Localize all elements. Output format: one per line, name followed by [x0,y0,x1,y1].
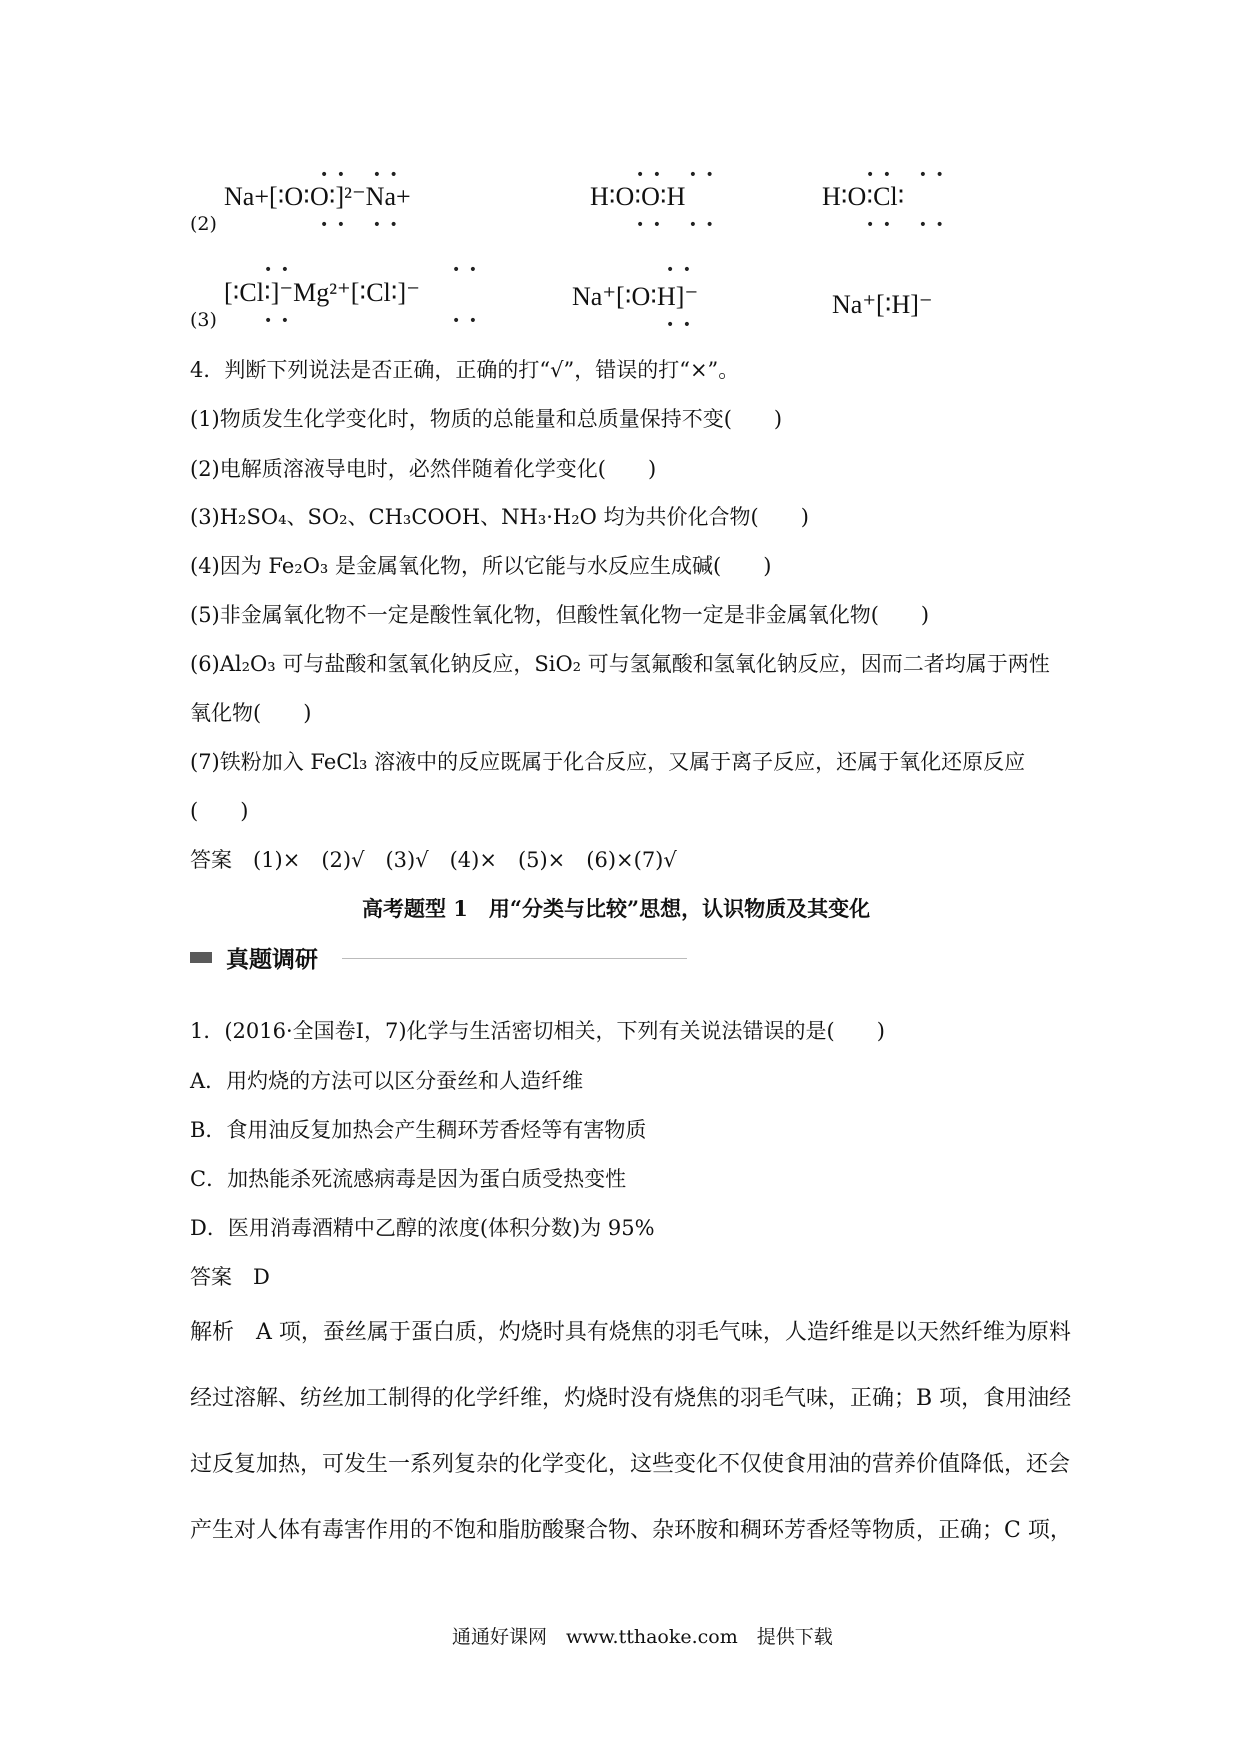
na2o2-text: Na+[∶O∶O∶]²⁻Na+ [224,182,411,211]
q4-item-7-cont: ( ) [190,799,249,823]
q1-analysis-line-4: 产生对人体有毒害作用的不饱和脂肪酸聚合物、杂环胺和稠环芳香烃等物质，正确；C 项， [190,1518,1072,1543]
q4-answer: 答案 (1)× (2)√ (3)√ (4)× (5)× (6)×(7)√ [190,848,677,872]
q1-option-a: A．用灼烧的方法可以区分蚕丝和人造纤维 [190,1069,584,1093]
q1-option-d: D．医用消毒酒精中乙醇的浓度(体积分数)为 95% [190,1216,655,1240]
hocl-text: H∶O∶Cl∶ [822,182,905,211]
q1-option-c: C．加热能杀死流感病毒是因为蛋白质受热变性 [190,1167,627,1191]
subsection-title: 真题调研 [226,946,318,973]
section-bar-icon [190,952,212,963]
q4-item-6: (6)Al₂O₃ 可与盐酸和氢氧化钠反应，SiO₂ 可与氢氟酸和氢氧化钠反应，因而二者均属于两性 [190,652,1050,676]
page-footer: 通通好课网 www.tthaoke.com 提供下载 [452,1626,833,1648]
nah-text: Na⁺[∶H]⁻ [832,290,933,319]
naoh-text: Na⁺[∶O∶H]⁻ [572,282,699,311]
q4-item-7: (7)铁粉加入 FeCl₃ 溶液中的反应既属于化合反应，又属于离子反应，还属于氧化还原反应 [190,750,1026,774]
mgcl2-text: [∶Cl∶]⁻Mg²⁺[∶Cl∶]⁻ [224,278,420,307]
q4-item-5: (5)非金属氧化物不一定是酸性氧化物，但酸性氧化物一定是非金属氧化物( ) [190,603,930,627]
q1-analysis-line-1: 解析 A 项，蚕丝属于蛋白质，灼烧时具有烧焦的羽毛气味，人造纤维是以天然纤维为原料 [190,1320,1071,1345]
q4-item-6-cont: 氧化物( ) [190,701,312,725]
q1-analysis-line-3: 过反复加热，可发生一系列复杂的化学变化，这些变化不仅使食用油的营养价值降低，还会 [190,1452,1071,1477]
q4-item-3: (3)H₂SO₄、SO₂、CH₃COOH、NH₃·H₂O 均为共价化合物( ) [190,505,809,529]
q1-prompt: 1．(2016·全国卷Ⅰ，7)化学与生活密切相关，下列有关说法错误的是( ) [190,1019,885,1043]
q4-item-2: (2)电解质溶液导电时，必然伴随着化学变化( ) [190,457,657,481]
q1-answer: 答案 D [190,1265,270,1289]
q4-prompt: 4．判断下列说法是否正确，正确的打“√”，错误的打“×”。 [190,358,740,382]
q1-option-b: B．食用油反复加热会产生稠环芳香烃等有害物质 [190,1118,647,1142]
section-divider [342,958,687,959]
q1-analysis-line-2: 经过溶解、纺丝加工制得的化学纤维，灼烧时没有烧焦的羽毛气味，正确；B 项，食用油经 [190,1386,1072,1411]
q4-item-1: (1)物质发生化学变化时，物质的总能量和总质量保持不变( ) [190,407,783,431]
row3-label: (3) [190,309,217,331]
row2-label: (2) [190,213,217,235]
q4-item-4: (4)因为 Fe₂O₃ 是金属氧化物，所以它能与水反应生成碱( ) [190,554,772,578]
section-title: 高考题型 1 用“分类与比较”思想，认识物质及其变化 [362,896,871,921]
h2o2-text: H∶O∶O∶H [590,182,686,211]
